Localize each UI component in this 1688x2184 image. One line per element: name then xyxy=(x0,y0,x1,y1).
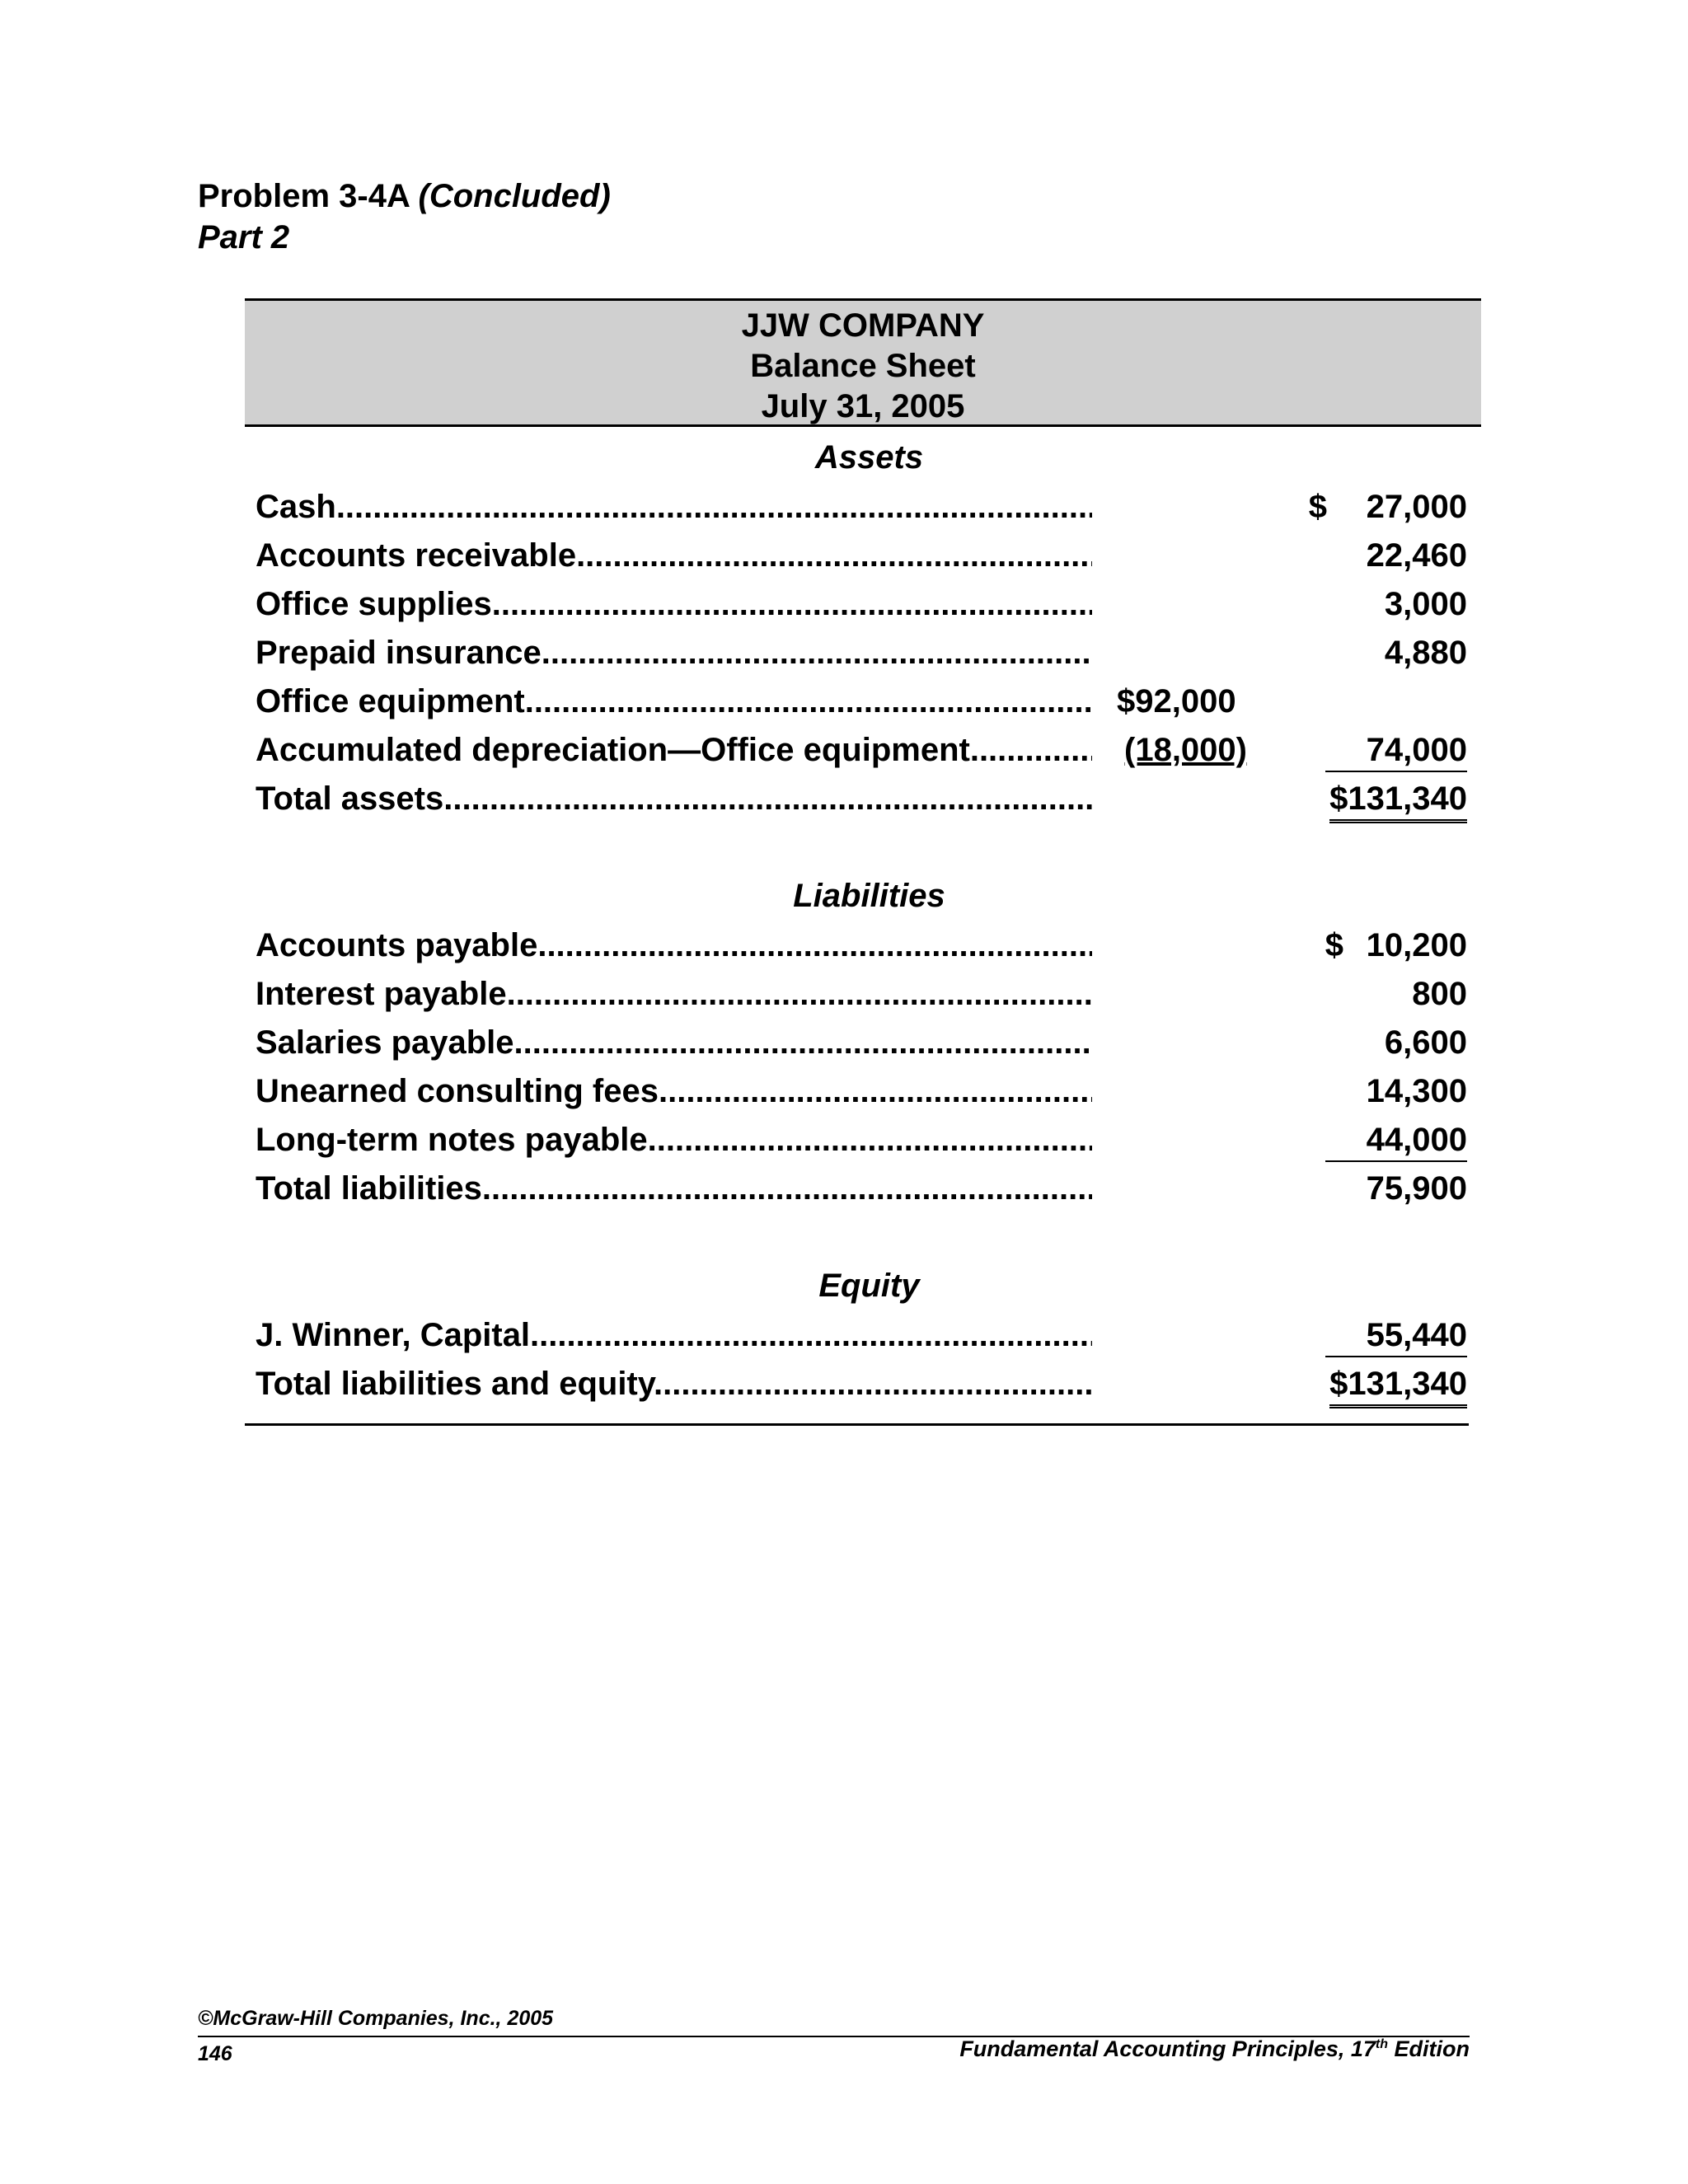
row-label: Total liabilities ..... xyxy=(256,1165,1092,1213)
row-amount xyxy=(1325,726,1467,775)
row-amount: 800 xyxy=(1412,976,1467,1012)
subtotal-value xyxy=(1124,726,1247,775)
asset-row xyxy=(256,677,1467,726)
row-label: Long-term notes payable ..... xyxy=(256,1116,1092,1165)
liability-row xyxy=(256,1067,1467,1116)
edition-word: Edition xyxy=(1388,2036,1470,2061)
row-label: Accounts receivable ..... xyxy=(256,532,1092,580)
row-amount xyxy=(1325,921,1467,970)
underlined-amount: 55,440 xyxy=(1325,1315,1467,1357)
liability-row xyxy=(256,1116,1467,1165)
asset-row xyxy=(256,483,1467,532)
row-amount: 4,880 xyxy=(1384,635,1467,671)
row-label: J. Winner, Capital ..... xyxy=(256,1311,1092,1360)
asset-row xyxy=(256,580,1467,629)
row-amount: 14,300 xyxy=(1366,1073,1467,1109)
row-label: Office equipment ..... xyxy=(256,677,1092,726)
book-title-text: Fundamental Accounting Principles, 17 xyxy=(959,2036,1376,2061)
row-label: Accumulated depreciation—Office equipment ..... xyxy=(256,726,1092,775)
assets-section-title: Assets xyxy=(814,439,924,476)
row-label: Total liabilities and equity ..... xyxy=(256,1360,1092,1408)
asset-row xyxy=(256,726,1467,775)
row-amount: 75,900 xyxy=(1366,1170,1467,1207)
equity-total-row xyxy=(256,1360,1467,1408)
row-amount: 6,600 xyxy=(1384,1024,1467,1061)
row-amount xyxy=(1308,483,1467,532)
row-label: Salaries payable ..... xyxy=(256,1019,1092,1067)
contra-amount: (18,000) xyxy=(1124,732,1247,768)
row-amount xyxy=(1325,1311,1467,1360)
dollar-sign: $ xyxy=(1325,927,1343,963)
row-label: Unearned consulting fees ..... xyxy=(256,1067,1092,1116)
row-amount: 22,460 xyxy=(1366,537,1467,574)
statement-header xyxy=(245,298,1481,427)
asset-row xyxy=(256,629,1467,677)
liability-total-row xyxy=(256,1165,1467,1213)
amount-value: 10,200 xyxy=(1366,927,1467,963)
part-heading: Part 2 xyxy=(198,219,290,255)
subtotal-value: $92,000 xyxy=(1117,683,1236,719)
copyright-notice: ©McGraw-Hill Companies, Inc., 2005 xyxy=(198,2007,554,2030)
row-label: Prepaid insurance ..... xyxy=(256,629,1092,677)
row-label: Cash ..... xyxy=(256,483,1092,532)
balance-sheet xyxy=(245,298,1481,1426)
problem-number: Problem 3-4A xyxy=(198,178,410,214)
company-name: JJW COMPANY xyxy=(741,307,985,344)
equity-row xyxy=(256,1311,1467,1360)
liability-row xyxy=(256,1019,1467,1067)
row-label: Accounts payable ..... xyxy=(256,921,1092,970)
asset-row xyxy=(256,532,1467,580)
liability-row xyxy=(256,970,1467,1019)
row-amount: 3,000 xyxy=(1384,586,1467,622)
bottom-rule xyxy=(245,1423,1469,1426)
row-label: Office supplies ..... xyxy=(256,580,1092,629)
double-underlined-total: $131,340 xyxy=(1329,779,1467,823)
underlined-amount: 44,000 xyxy=(1325,1120,1467,1162)
statement-title: Balance Sheet xyxy=(750,348,976,384)
edition-superscript: th xyxy=(1375,2037,1389,2051)
liabilities-section-title: Liabilities xyxy=(793,878,945,914)
problem-qualifier: (Concluded) xyxy=(418,178,611,214)
row-amount xyxy=(1329,775,1467,823)
book-title xyxy=(959,2035,1470,2063)
equity-section-title: Equity xyxy=(818,1268,920,1304)
row-amount xyxy=(1325,1116,1467,1165)
asset-total-row xyxy=(256,775,1467,823)
amount-value: 27,000 xyxy=(1366,489,1467,525)
double-underlined-total: $131,340 xyxy=(1329,1364,1467,1408)
row-label: Total assets ..... xyxy=(256,775,1092,823)
row-amount xyxy=(1329,1360,1467,1408)
underlined-amount: 74,000 xyxy=(1325,730,1467,772)
problem-heading xyxy=(198,176,611,217)
row-label: Interest payable ..... xyxy=(256,970,1092,1019)
liability-row xyxy=(256,921,1467,970)
statement-date: July 31, 2005 xyxy=(761,388,965,424)
dollar-sign: $ xyxy=(1308,489,1327,525)
page-number: 146 xyxy=(198,2042,232,2065)
